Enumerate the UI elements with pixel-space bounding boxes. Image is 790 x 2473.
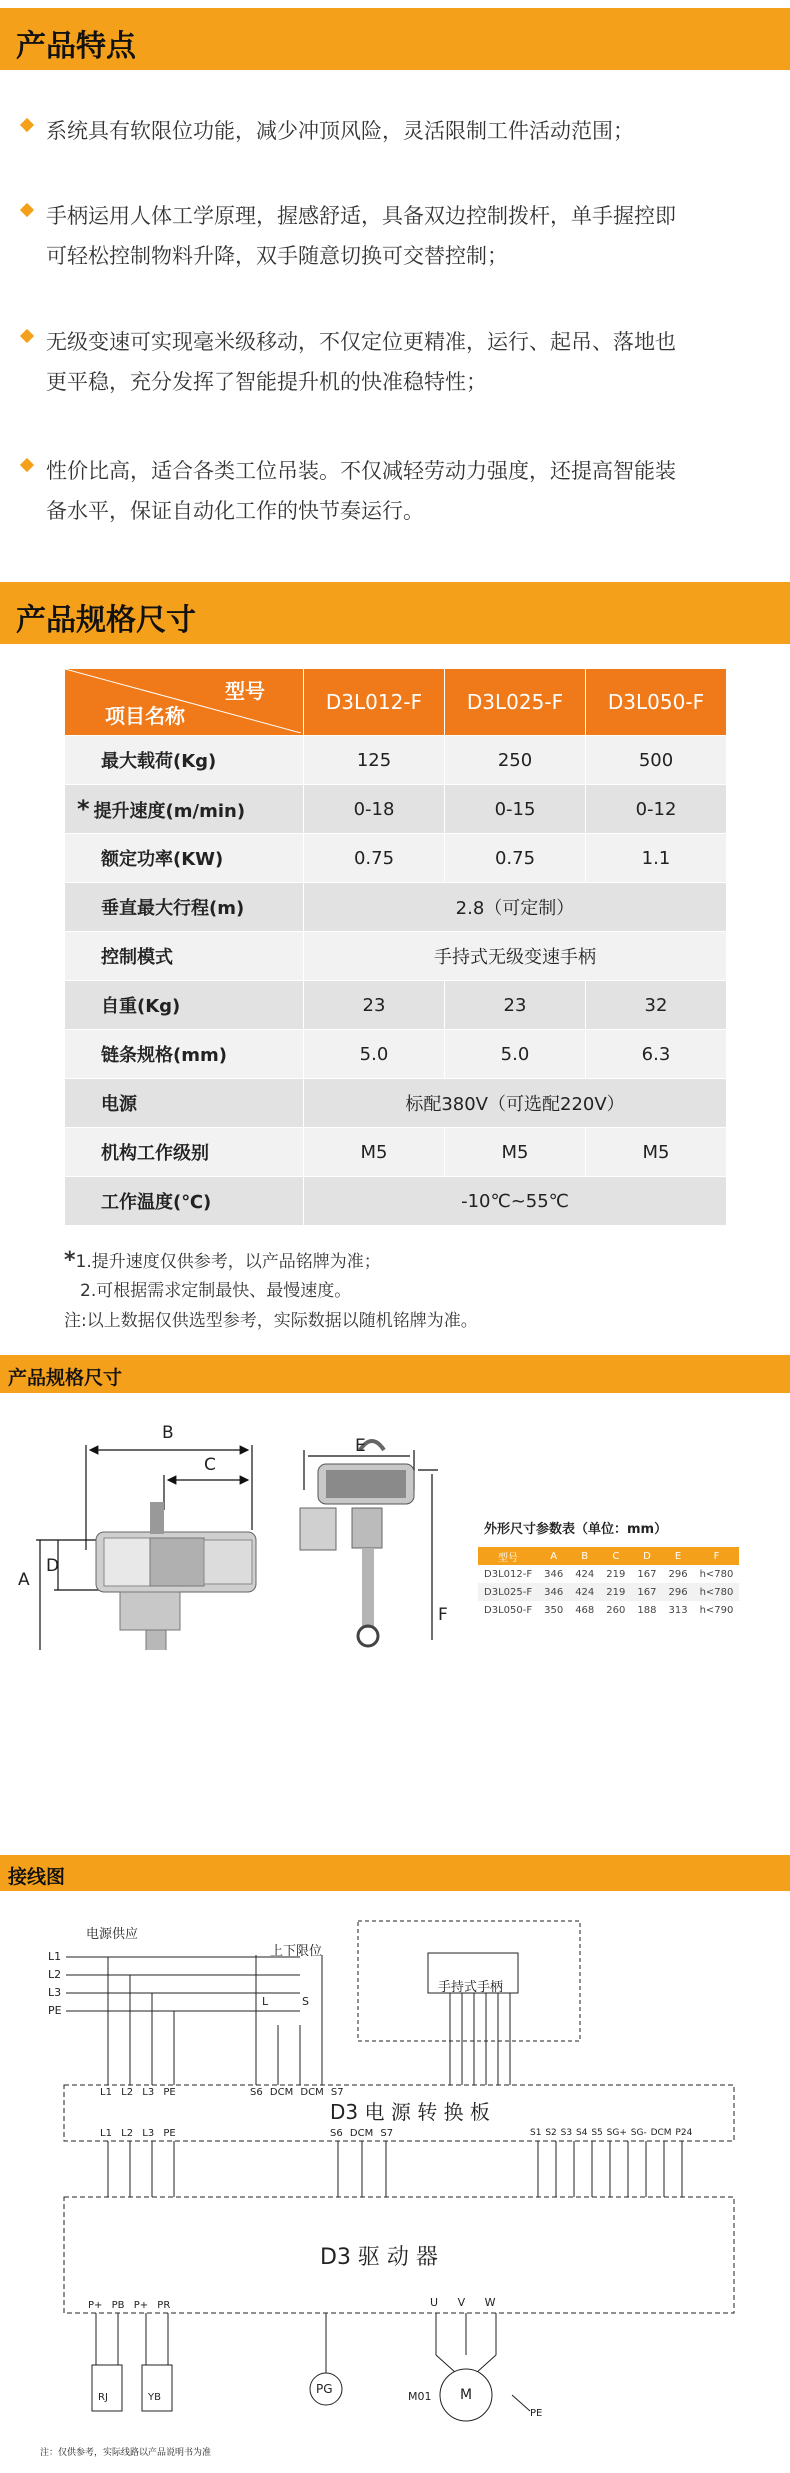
terminal-label: S5 (591, 2128, 603, 2138)
dim-cell: 219 (600, 1583, 631, 1601)
table-row (478, 1601, 739, 1619)
row-name: 最大载荷(Kg) (65, 736, 304, 785)
terminal-label: L3 (142, 2128, 155, 2139)
terminal-label: W (484, 2296, 496, 2309)
terminal-label: S1 (530, 2128, 542, 2138)
dim-cell: 468 (575, 1604, 595, 1616)
table-row (65, 981, 727, 1030)
dim-header: 型号 (478, 1547, 538, 1565)
line-L1-label: L1 (48, 1950, 62, 1963)
dim-cell: 424 (575, 1568, 595, 1580)
terminal-label: U (430, 2296, 439, 2309)
dim-cell: h<780 (699, 1568, 734, 1580)
terminal-label: SG- (630, 2128, 647, 2138)
spec-header-bar (0, 582, 790, 644)
feature-item (22, 111, 767, 151)
dimension-header-bar (0, 1355, 790, 1393)
merged-cell: 手持式无级变速手柄 (304, 932, 727, 981)
row-name: 机构工作级别 (65, 1128, 304, 1177)
cell: 0-15 (445, 785, 586, 834)
row-name: 电源 (65, 1079, 304, 1128)
model-header: D3L050-F (586, 669, 727, 736)
limit-S-label: S (302, 1995, 309, 2008)
dim-cell: 424 (569, 1583, 600, 1601)
terminal-label: PE (163, 2128, 176, 2139)
line-L3-label: L3 (48, 1986, 62, 1999)
dimension-table (478, 1547, 739, 1619)
feature-text: 无级变速可实现毫米级移动，不仅定位更精准，运行、起吊、落地也 (46, 330, 676, 354)
dim-cell: 260 (606, 1604, 626, 1616)
terminal-label: PR (157, 2300, 171, 2311)
limit-label: 上下限位 (270, 1944, 323, 1959)
dim-label-A: A (18, 1570, 30, 1590)
features-header-bar (0, 8, 790, 70)
dim-header: C (600, 1547, 631, 1565)
line-L2-label: L2 (48, 1968, 62, 1981)
cell: 6.3 (586, 1030, 727, 1079)
terminal-label: P+ (88, 2300, 103, 2311)
table-row (65, 834, 727, 883)
feature-text: 可轻松控制物料升降，双手随意切换可交替控制； (46, 244, 508, 268)
rj-label: RJ (98, 2392, 108, 2403)
dimension-title: 产品规格尺寸 (8, 1367, 123, 1389)
header-name-label: 项目名称 (105, 704, 185, 728)
terminal-label: S6 (250, 2087, 263, 2098)
feature-text: 备水平，保证自动化工作的快节奏运行。 (46, 499, 424, 523)
merged-cell: 标配380V（可选配220V） (304, 1079, 727, 1128)
row-name: 工作温度(℃) (65, 1177, 304, 1226)
board-bottom-terminals (100, 2128, 176, 2139)
cell: 250 (445, 736, 586, 785)
dim-cell: 313 (668, 1604, 688, 1616)
dim-label-B: B (162, 1423, 174, 1443)
note-1: 1.提升速度仅供参考，以产品铭牌为准； (75, 1252, 381, 1272)
star-mark: * (77, 795, 90, 823)
spec-note: 注:以上数据仅供选型参考，实际数据以随机铭牌为准。 (64, 1311, 478, 1331)
star-mark: * (64, 1248, 76, 1273)
row-name: 自重(Kg) (65, 981, 304, 1030)
feature-text: 系统具有软限位功能，减少冲顶风险，灵活限制工件活动范围； (46, 119, 634, 143)
driver-bottom-terminals (88, 2300, 170, 2311)
dim-cell: 296 (662, 1583, 693, 1601)
dim-label-E: E (355, 1436, 366, 1456)
terminal-label: S3 (560, 2128, 573, 2138)
cell: 5.0 (304, 1030, 445, 1079)
power-board-label: D3 电 源 转 换 板 (330, 2100, 490, 2124)
wiring-title: 接线图 (8, 1866, 66, 1888)
terminal-label: S4 (575, 2128, 588, 2138)
cell: 1.1 (586, 834, 727, 883)
dim-cell: 188 (637, 1604, 657, 1616)
board-bottom-mid-terminals (330, 2128, 393, 2139)
cell: 0.75 (445, 834, 586, 883)
row-name: 控制模式 (65, 932, 304, 981)
driver-label: D3 驱 动 器 (320, 2245, 438, 2270)
pe-ground-label: PE (530, 2408, 543, 2419)
terminal-label: L1 (100, 2087, 112, 2098)
dimension-table-title: 外形尺寸参数表（单位：mm） (484, 1522, 668, 1537)
terminal-label: S7 (330, 2087, 344, 2098)
dim-label-C: C (204, 1455, 216, 1475)
terminal-label: P24 (675, 2128, 693, 2138)
terminal-label: S6 (330, 2128, 343, 2139)
spec-note: 2.可根据需求定制最快、最慢速度。 (80, 1281, 352, 1301)
dim-label-D: D (46, 1556, 60, 1576)
table-row (65, 785, 727, 834)
spec-note (64, 1247, 381, 1273)
dim-cell: 346 (538, 1583, 569, 1601)
terminal-label: P+ (133, 2300, 149, 2311)
features-title: 产品特点 (16, 29, 136, 64)
line-PE-label: PE (48, 2004, 62, 2017)
merged-cell: -10℃~55℃ (304, 1177, 727, 1226)
wiring-header-bar (0, 1855, 790, 1891)
cell: 5.0 (445, 1030, 586, 1079)
row-name-text: 提升速度(m/min) (93, 801, 246, 822)
table-row (65, 932, 727, 981)
header-model-label: 型号 (225, 679, 265, 703)
table-row (65, 1128, 727, 1177)
dim-cell: h<790 (699, 1604, 734, 1616)
row-name: 链条规格(mm) (65, 1030, 304, 1079)
cell: 0-18 (304, 785, 445, 834)
spec-table (64, 668, 727, 1226)
terminal-label: DCM (650, 2128, 672, 2138)
dim-cell: 167 (631, 1583, 662, 1601)
row-name: 垂直最大行程(m) (65, 883, 304, 932)
merged-cell: 2.8（可定制） (304, 883, 727, 932)
table-row (65, 1079, 727, 1128)
limit-L-label: L (262, 1995, 269, 2008)
driver-uvw-terminals (430, 2296, 495, 2309)
cell: 0.75 (304, 834, 445, 883)
terminal-label: PE (163, 2087, 176, 2098)
spec-title: 产品规格尺寸 (16, 603, 196, 638)
feature-item (22, 451, 767, 531)
feature-item (22, 196, 767, 276)
model-header: D3L012-F (304, 669, 445, 736)
handle-label: 手持式手柄 (438, 1980, 504, 1995)
terminal-label: V (457, 2296, 466, 2309)
cell: 23 (445, 981, 586, 1030)
model-header: D3L025-F (445, 669, 586, 736)
dim-header: E (662, 1547, 693, 1565)
terminal-label: L2 (121, 2128, 134, 2139)
dim-header: A (538, 1547, 569, 1565)
terminal-label: DCM (300, 2087, 324, 2098)
dim-cell: h<780 (694, 1583, 740, 1601)
terminal-label: PB (111, 2300, 125, 2311)
row-name: 额定功率(KW) (65, 834, 304, 883)
hoist-front-view (300, 1441, 414, 1646)
cell: M5 (586, 1128, 727, 1177)
cell: M5 (304, 1128, 445, 1177)
terminal-label: DCM (349, 2128, 374, 2139)
motor-label: M (460, 2387, 473, 2403)
terminal-label: S2 (545, 2128, 557, 2138)
dim-cell: 167 (637, 1568, 657, 1580)
dim-cell: 346 (544, 1568, 564, 1580)
board-top-limit-terminals (250, 2087, 344, 2098)
table-row (65, 1030, 727, 1079)
wiring-diagram (0, 1895, 790, 2455)
terminal-label: L3 (142, 2087, 155, 2098)
terminal-label: S7 (380, 2128, 394, 2139)
table-row (65, 1177, 727, 1226)
dim-header: D (631, 1547, 662, 1565)
dim-cell: 296 (668, 1568, 688, 1580)
yb-label: YB (148, 2392, 161, 2403)
dim-header: F (694, 1547, 740, 1565)
feature-text: 性价比高，适合各类工位吊装。不仅减轻劳动力强度，还提高智能装 (46, 459, 676, 483)
terminal-label: SG+ (606, 2128, 627, 2138)
terminal-label: DCM (269, 2087, 294, 2098)
feature-item (22, 322, 767, 402)
table-corner-header (65, 669, 304, 736)
cell: 23 (304, 981, 445, 1030)
dim-cell: D3L025-F (478, 1583, 538, 1601)
cell: 500 (586, 736, 727, 785)
cell: 0-12 (586, 785, 727, 834)
board-bottom-right-terminals (530, 2128, 692, 2138)
cell: 32 (586, 981, 727, 1030)
table-row (65, 736, 727, 785)
terminal-label: L1 (100, 2128, 112, 2139)
terminal-label: L2 (121, 2087, 134, 2098)
cell: M5 (445, 1128, 586, 1177)
table-row (478, 1583, 739, 1601)
feature-text: 手柄运用人体工学原理，握感舒适，具备双边控制拨杆，单手握控即 (46, 204, 676, 228)
board-top-terminals (100, 2087, 176, 2098)
dim-header: B (569, 1547, 600, 1565)
dim-cell: D3L012-F (484, 1568, 533, 1580)
dim-cell: 219 (606, 1568, 626, 1580)
feature-text: 更平稳，充分发挥了智能提升机的快准稳特性； (46, 370, 487, 394)
dim-cell: 350 (544, 1604, 564, 1616)
hoist-side-view (96, 1502, 256, 1650)
dim-cell: D3L050-F (484, 1604, 533, 1616)
m01-label: M01 (408, 2390, 432, 2403)
row-name (65, 785, 304, 834)
dim-label-F: F (438, 1605, 448, 1625)
power-supply-label: 电源供应 (86, 1927, 139, 1942)
table-row (65, 883, 727, 932)
pg-label: PG (316, 2382, 333, 2396)
table-row (478, 1565, 739, 1583)
cell: 125 (304, 736, 445, 785)
wiring-footnote: 注：仅供参考，实际线路以产品说明书为准 (40, 2448, 212, 2458)
